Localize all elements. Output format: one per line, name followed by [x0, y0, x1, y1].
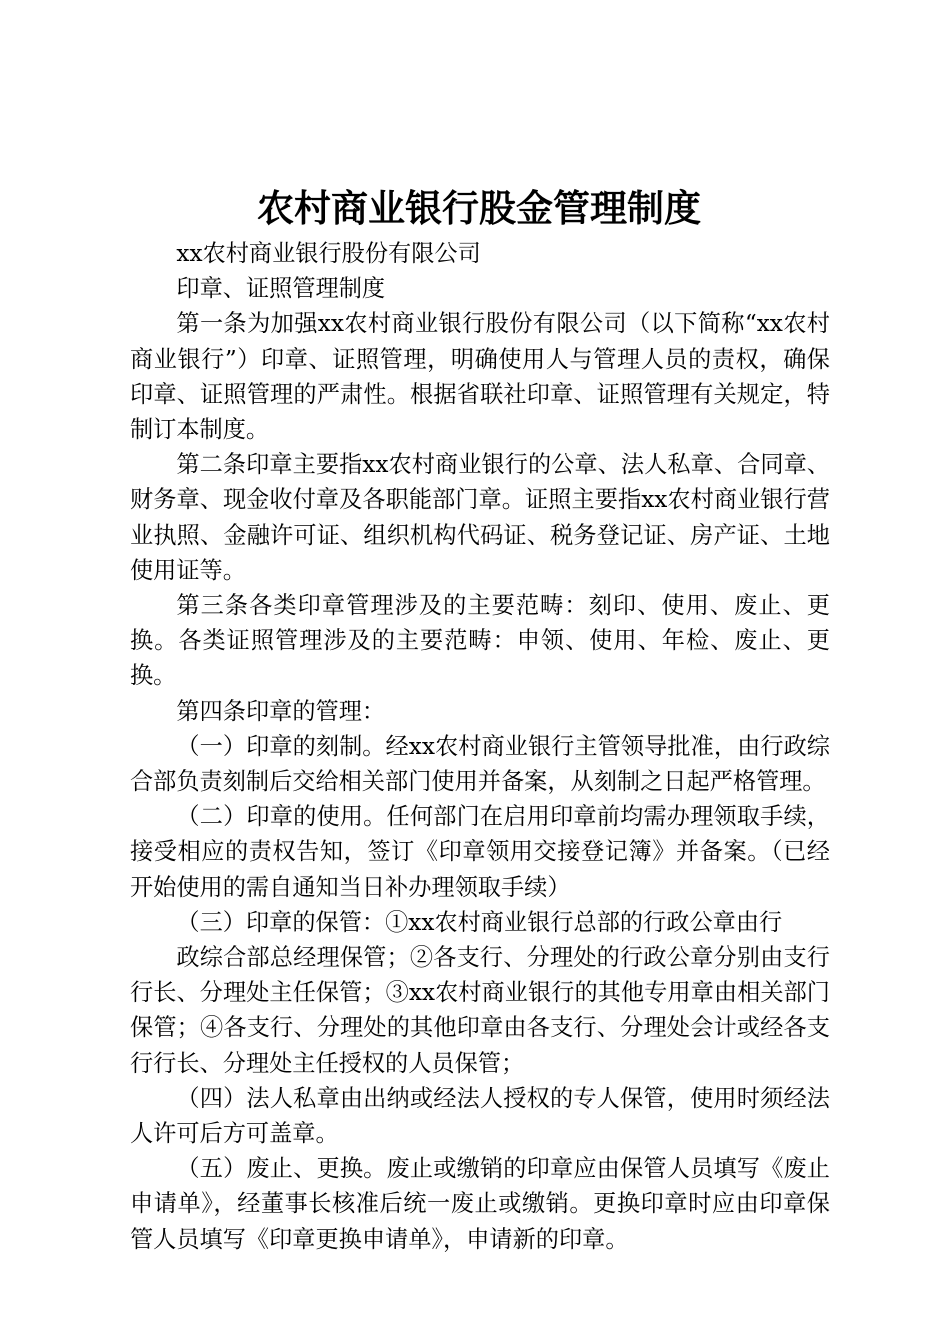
article-4-item-3-continued: 政综合部总经理保管；②各支行、分理处的行政公章分别由支行行长、分理处主任保管；③xx农村商业银行的其他专用章由相关部门保管；④各支行、分理处的其他印章由各支行、分理处会计或经各支行行长、分理处主任授权的人员保管； [130, 944, 830, 1077]
document-body [130, 236, 830, 1257]
article-4-heading: 第四条印章的管理： [176, 697, 386, 725]
article-4-item-4: （四）法人私章由出纳或经法人授权的专人保管，使用时须经法人许可后方可盖章。 [130, 1084, 830, 1148]
company-name-line: xx农村商业银行股份有限公司 [176, 240, 481, 267]
article-2: 第二条印章主要指xx农村商业银行的公章、法人私章、合同章、财务章、现金收付章及各职能部门章。证照主要指xx农村商业银行营业执照、金融许可证、组织机构代码证、税务登记证、房产证、土地使用证等。 [130, 451, 830, 584]
article-4-item-3-start: （三）印章的保管：①xx农村商业银行总部的行政公章由行 [176, 908, 783, 936]
article-4-item-1: （一）印章的刻制。经xx农村商业银行主管领导批准，由行政综合部负责刻制后交给相关部门使用并备案，从刻制之日起严格管理。 [130, 732, 830, 796]
article-4-item-2: （二）印章的使用。任何部门在启用印章前均需办理领取手续，接受相应的责权告知，签订《印章领用交接登记簿》并备案。（已经开始使用的需自通知当日补办理领取手续） [130, 803, 830, 901]
article-3: 第三条各类印章管理涉及的主要范畴：刻印、使用、废止、更换。各类证照管理涉及的主要范畴：申领、使用、年检、废止、更换。 [130, 592, 830, 690]
article-1: 第一条为加强xx农村商业银行股份有限公司（以下简称“xx农村商业银行”）印章、证照管理，明确使用人与管理人员的责权，确保印章、证照管理的严肃性。根据省联社印章、证照管理有关规定，特制订本制度。 [130, 310, 830, 444]
document-title: 农村商业银行股金管理制度 [257, 186, 701, 230]
article-4-item-5: （五）废止、更换。废止或缴销的印章应由保管人员填写《废止申请单》，经董事长核准后统一废止或缴销。更换印章时应由印章保管人员填写《印章更换申请单》，申请新的印章。 [130, 1155, 830, 1253]
regulation-subtitle: 印章、证照管理制度 [176, 275, 386, 303]
